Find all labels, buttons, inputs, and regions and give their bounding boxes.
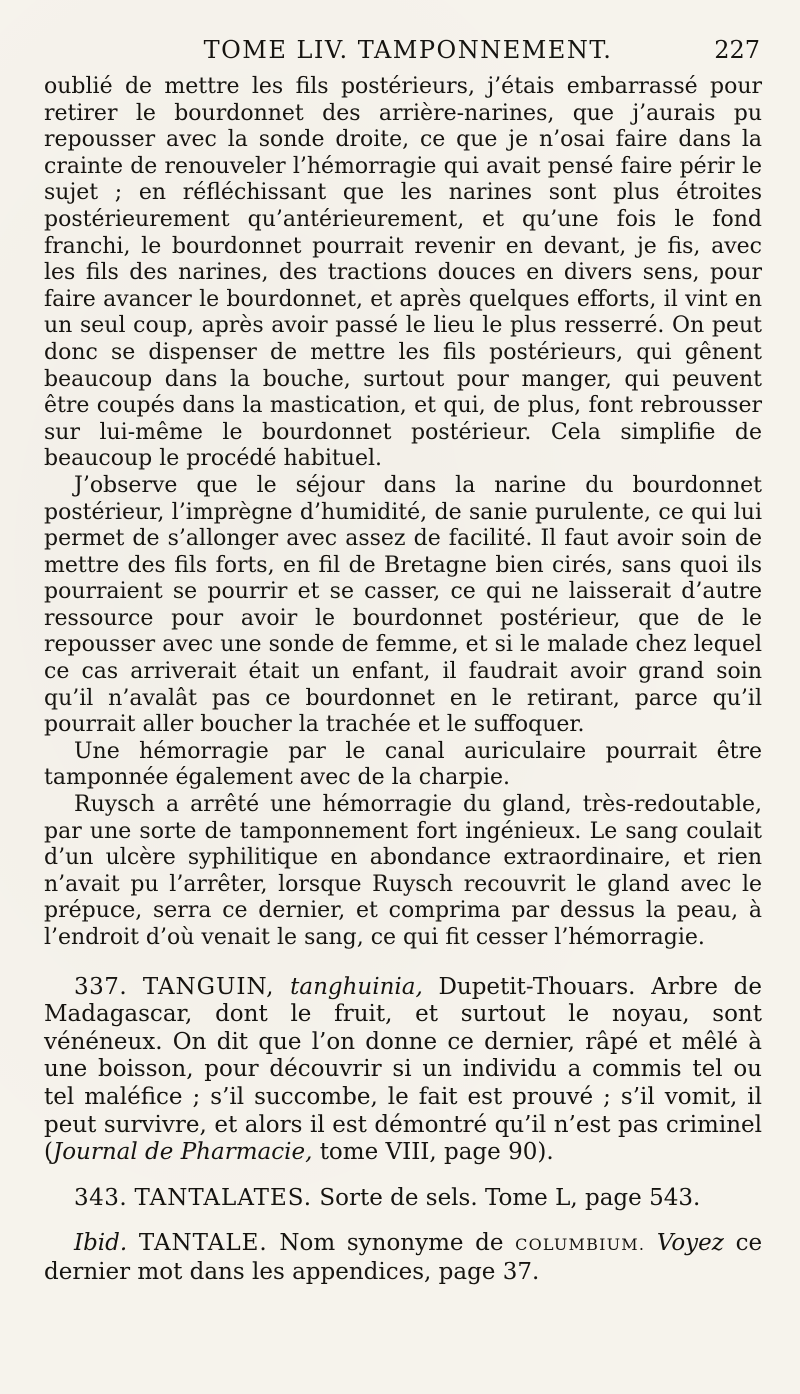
paragraph-3: Une hémorragie par le canal auriculaire pourrait être tamponnée également avec de la charpie. [44, 738, 762, 791]
entry-voyez: Voyez [656, 1230, 724, 1257]
entry-headword: TANTALATES. [134, 1184, 313, 1211]
entry-number: 337. [74, 973, 128, 1000]
entry-text: Dupetit-Thouars. Arbre de Madagascar, dont le fruit, et surtout le noyau, sont vénéneux. On dit que l’on donne ce dernier, râpé et mêlé à une boisson, pour découvrir si un individu a commis tel ou tel maléfice ; s’il succombe, le fait est prouvé ; s’il vomit, il peut survivre, et alors il est démontré qu’il n’est pas criminel ( [44, 973, 762, 1166]
entry-crossref: COLUMBIUM. [515, 1235, 646, 1255]
entry-number: 343. [74, 1184, 128, 1211]
entry-tantalates [44, 1185, 762, 1213]
entry-text: Nom synonyme de [279, 1230, 504, 1257]
page-number: 227 [714, 36, 760, 64]
paragraph-2: J’observe que le séjour dans la narine du bourdonnet postérieur, l’imprègne d’humidité, de sanie purulente, ce qui lui permet de s’allonger avec assez de facilité. Il faut avoir soin de mettre des fils forts, en fil de Bretagne bien cirés, sans quoi ils pourraient se pourrir et se casser, ce qui ne laisserait d’autre ressource pour avoir le bourdonnet postérieur, que de le repousser avec une sonde de femme, et si le malade chez lequel ce cas arriverait était un enfant, il faudrait avoir grand soin qu’il n’avalât pas ce bourdonnet en le retirant, parce qu’il pourrait aller boucher la trachée et le suffoquer. [44, 472, 762, 738]
entry-source-tail: tome VIII, page 90). [319, 1139, 554, 1166]
entry-headword: TANTALE. [138, 1230, 268, 1257]
paragraph-4: Ruysch a arrêté une hémorragie du gland, très-redoutable, par une sorte de tamponnement fort ingénieux. Le sang coulait d’un ulcère syphilitique en abondance extraordinaire, et rien n’avait pu l’arrêter, lorsque Ruysch recouvrit le gland avec le prépuce, serra ce dernier, et comprima par dessus la peau, à l’endroit d’où venait le sang, ce qui fit cesser l’hémorragie. [44, 792, 762, 950]
paragraph-1: oublié de mettre les fils postérieurs, j’étais embarrassé pour retirer le bourdonnet des arrière-narines, que j’aurais pu repousser avec la sonde droite, ce que je n’osai faire dans la crainte de renouveler l’hémorragie qui avait pensé faire périr le sujet ; en réfléchissant que les narines sont plus étroites postérieurement qu’antérieurement, et qu’une fois le fond franchi, le bourdonnet pourrait revenir en devant, je fis, avec les fils des narines, des tractions douces en divers sens, pour faire avancer le bourdonnet, et après quelques efforts, il vint en un seul coup, après avoir passé le lieu le plus resserré. On peut donc se dispenser de mettre les fils postérieurs, qui gênent beaucoup dans la bouche, surtout pour manger, qui peuvent être coupés dans la mastication, et qui, de plus, font rebrousser sur lui-même le bourdonnet postérieur. Cela simplifie de beaucoup le procédé habituel. [44, 74, 762, 472]
entry-source: Journal de Pharmacie, [52, 1139, 313, 1166]
section-gap [44, 952, 762, 974]
header-title: TOME LIV. TAMPONNEMENT. [203, 36, 613, 64]
entry-tanguin [44, 974, 762, 1167]
entry-tantale [44, 1230, 762, 1286]
entry-latin-name: tanghuinia, [290, 973, 423, 1000]
entry-headword: TANGUIN, [142, 973, 275, 1000]
entry-text: Sorte de sels. Tome L, page 543. [319, 1184, 701, 1211]
entry-text-after: ce dernier mot dans les appendices, page 37. [44, 1230, 763, 1285]
running-header [44, 36, 762, 74]
entry-number: Ibid. [74, 1230, 128, 1257]
